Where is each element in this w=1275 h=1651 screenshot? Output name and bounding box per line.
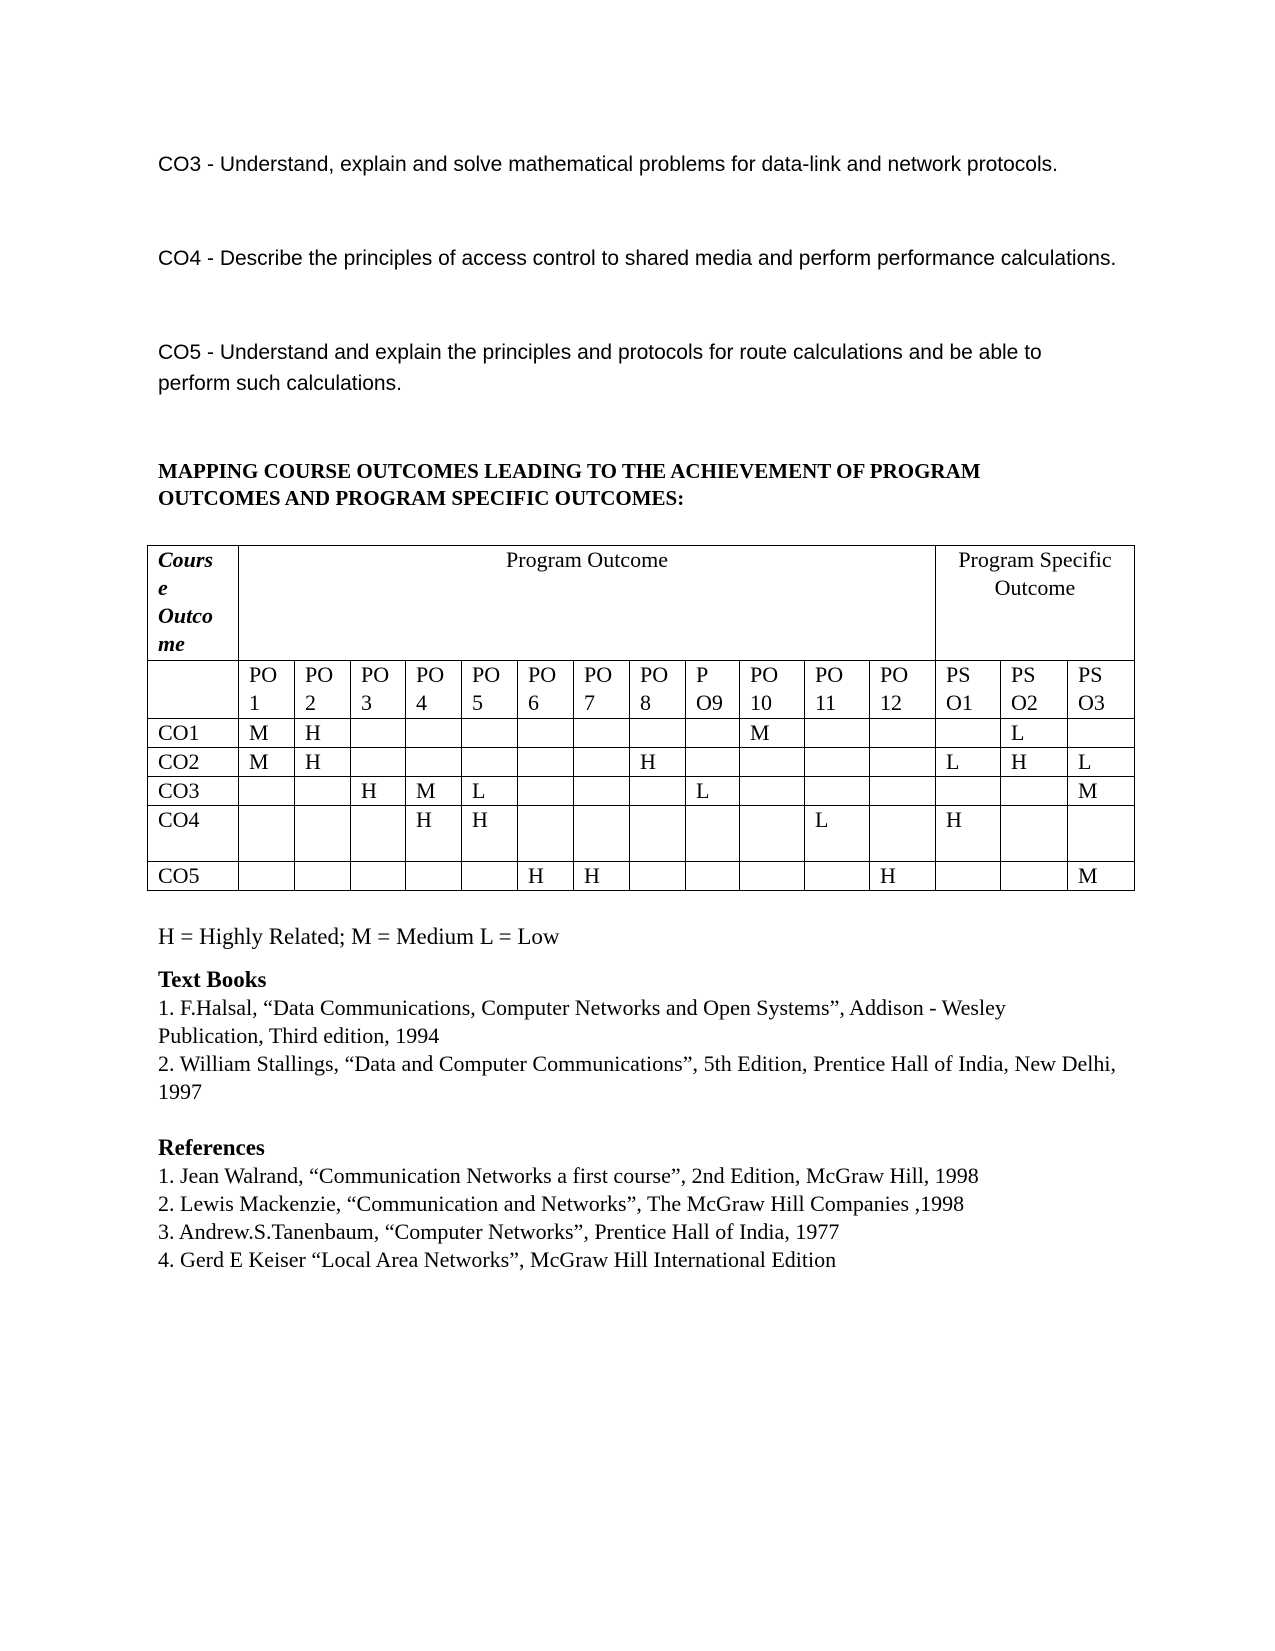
table-cell: L [1068, 748, 1135, 777]
corner-label-line: me [158, 631, 185, 656]
table-cell [686, 719, 740, 748]
table-cell: L [462, 777, 518, 806]
column-header-line: PO [815, 662, 844, 687]
legend: H = Highly Related; M = Medium L = Low [158, 924, 560, 949]
table-cell: H [351, 777, 406, 806]
column-header-line: 6 [528, 690, 539, 715]
column-header-line: PO [750, 662, 779, 687]
column-header [518, 661, 574, 719]
column-header-blank [148, 661, 239, 719]
column-header-line: PO [584, 662, 613, 687]
table-cell: H [295, 719, 351, 748]
column-header [870, 661, 936, 719]
corner-label [148, 546, 239, 661]
table-cell [239, 777, 295, 806]
table-cell: L [1001, 719, 1068, 748]
table-cell [805, 777, 870, 806]
table-column-header-row [148, 661, 1135, 719]
references-title: References [158, 1135, 265, 1160]
column-header-line: 1 [249, 690, 260, 715]
table-cell [462, 719, 518, 748]
corner-label-line: Cours [158, 547, 214, 572]
table-cell: H [630, 748, 686, 777]
table-cell [295, 806, 351, 862]
table-cell [1001, 806, 1068, 862]
table-row [148, 806, 1135, 862]
table-cell [406, 748, 462, 777]
course-outcome-co3: CO3 - Understand, explain and solve mathematical problems for data-link and network protocols. [158, 153, 1058, 176]
table-cell [870, 777, 936, 806]
text-book-item: 2. William Stallings, “Data and Computer Communications”, 5th Edition, Prentice Hall of India, New Delhi, 1997 [158, 1051, 1116, 1104]
column-header-line: PS [1011, 662, 1036, 687]
table-cell [870, 748, 936, 777]
table-cell [686, 862, 740, 891]
column-header-line: 4 [416, 690, 427, 715]
table-row [148, 862, 1135, 891]
column-header-line: O2 [1011, 690, 1038, 715]
column-header [351, 661, 406, 719]
group-program-specific-outcome: Program Specific Outcome [936, 546, 1135, 661]
table-cell [1068, 719, 1135, 748]
table-cell: M [239, 719, 295, 748]
table-cell: H [518, 862, 574, 891]
table-cell: M [1068, 777, 1135, 806]
table-cell [1068, 806, 1135, 862]
table-cell: H [1001, 748, 1068, 777]
column-header [686, 661, 740, 719]
reference-item: 4. Gerd E Keiser “Local Area Networks”, McGraw Hill International Edition [158, 1247, 837, 1272]
table-cell [295, 777, 351, 806]
table-cell [351, 806, 406, 862]
table-cell [295, 862, 351, 891]
course-outcome-co5: CO5 - Understand and explain the principles and protocols for route calculations and be able to perform such calculations. [158, 341, 1042, 395]
table-cell [518, 719, 574, 748]
table-cell [936, 719, 1001, 748]
table-row [148, 719, 1135, 748]
column-header-line: PO [528, 662, 557, 687]
column-header [462, 661, 518, 719]
table-cell: M [239, 748, 295, 777]
table-cell [406, 862, 462, 891]
table-cell: L [936, 748, 1001, 777]
column-header [936, 661, 1001, 719]
column-header [805, 661, 870, 719]
table-cell [518, 777, 574, 806]
table-cell [805, 862, 870, 891]
table-cell [630, 862, 686, 891]
column-header-line: O9 [696, 690, 723, 715]
table-cell [351, 862, 406, 891]
table-cell: H [406, 806, 462, 862]
row-label: CO5 [148, 862, 239, 891]
table-cell [574, 806, 630, 862]
table-cell: H [936, 806, 1001, 862]
table-cell [462, 748, 518, 777]
column-header-line: P [696, 662, 709, 687]
table-cell [1001, 777, 1068, 806]
table-cell: H [295, 748, 351, 777]
column-header-line: 8 [640, 690, 651, 715]
column-header-line: PS [1078, 662, 1103, 687]
course-outcome-co4: CO4 - Describe the principles of access control to shared media and perform performance calculations. [158, 247, 1117, 270]
column-header [1001, 661, 1068, 719]
table-cell [351, 748, 406, 777]
column-header [406, 661, 462, 719]
table-cell [574, 719, 630, 748]
table-cell: M [740, 719, 805, 748]
group-program-outcome: Program Outcome [239, 546, 936, 661]
table-cell [805, 719, 870, 748]
table-row [148, 777, 1135, 806]
table-cell [740, 748, 805, 777]
table-cell: H [870, 862, 936, 891]
column-header-line: PO [416, 662, 445, 687]
text-book-item: Publication, Third edition, 1994 [158, 1023, 440, 1048]
column-header-line: PO [640, 662, 669, 687]
table-cell [630, 777, 686, 806]
table-cell: H [462, 806, 518, 862]
corner-label-line: Outco [158, 603, 213, 628]
references-section [158, 1134, 1116, 1274]
table-cell [686, 748, 740, 777]
table-cell [406, 719, 462, 748]
row-label: CO2 [148, 748, 239, 777]
table-cell [686, 806, 740, 862]
table-cell [574, 748, 630, 777]
table-cell: L [686, 777, 740, 806]
table-cell: M [406, 777, 462, 806]
table-cell [740, 806, 805, 862]
column-header-line: PS [946, 662, 971, 687]
column-header [574, 661, 630, 719]
column-header [1068, 661, 1135, 719]
column-header-line: PO [249, 662, 278, 687]
column-header [630, 661, 686, 719]
column-header-line: PO [880, 662, 909, 687]
table-cell [351, 719, 406, 748]
corner-label-line: e [158, 575, 168, 600]
column-header-line: 5 [472, 690, 483, 715]
text-books-section [158, 966, 1116, 1106]
column-header-line: 2 [305, 690, 316, 715]
table-cell [936, 777, 1001, 806]
column-header-line: O1 [946, 690, 973, 715]
text-books-title: Text Books [158, 967, 267, 992]
column-header-line: PO [472, 662, 501, 687]
table-cell: L [805, 806, 870, 862]
table-cell [630, 806, 686, 862]
table-row [148, 748, 1135, 777]
table-cell [936, 862, 1001, 891]
table-cell [805, 748, 870, 777]
column-header-line: PO [361, 662, 390, 687]
table-cell: H [574, 862, 630, 891]
table-cell [870, 719, 936, 748]
table-cell [574, 777, 630, 806]
column-header-line: O3 [1078, 690, 1105, 715]
row-label: CO4 [148, 806, 239, 862]
mapping-heading: MAPPING COURSE OUTCOMES LEADING TO THE ACHIEVEMENT OF PROGRAM OUTCOMES AND PROGRAM SPECIFIC OUTCOMES: [158, 459, 981, 510]
column-header [740, 661, 805, 719]
table-cell [239, 806, 295, 862]
table-cell [740, 862, 805, 891]
table-cell [239, 862, 295, 891]
table-cell [1001, 862, 1068, 891]
column-header [239, 661, 295, 719]
table-cell: M [1068, 862, 1135, 891]
table-cell [740, 777, 805, 806]
row-label: CO1 [148, 719, 239, 748]
table-cell [462, 862, 518, 891]
reference-item: 2. Lewis Mackenzie, “Communication and Networks”, The McGraw Hill Companies ,1998 [158, 1191, 965, 1216]
table-cell [870, 806, 936, 862]
table-cell [518, 806, 574, 862]
column-header-line: 12 [880, 690, 902, 715]
row-label: CO3 [148, 777, 239, 806]
text-book-item: 1. F.Halsal, “Data Communications, Computer Networks and Open Systems”, Addison - Wesley [158, 995, 1006, 1020]
column-header-line: PO [305, 662, 334, 687]
co-po-mapping-table [147, 545, 1135, 891]
reference-item: 3. Andrew.S.Tanenbaum, “Computer Networks”, Prentice Hall of India, 1977 [158, 1219, 840, 1244]
column-header-line: 7 [584, 690, 595, 715]
table-cell [518, 748, 574, 777]
column-header [295, 661, 351, 719]
column-header-line: 3 [361, 690, 372, 715]
table-group-header-row [148, 546, 1135, 661]
table-cell [630, 719, 686, 748]
column-header-line: 11 [815, 690, 837, 715]
column-header-line: 10 [750, 690, 772, 715]
reference-item: 1. Jean Walrand, “Communication Networks a first course”, 2nd Edition, McGraw Hill, 1998 [158, 1163, 979, 1188]
